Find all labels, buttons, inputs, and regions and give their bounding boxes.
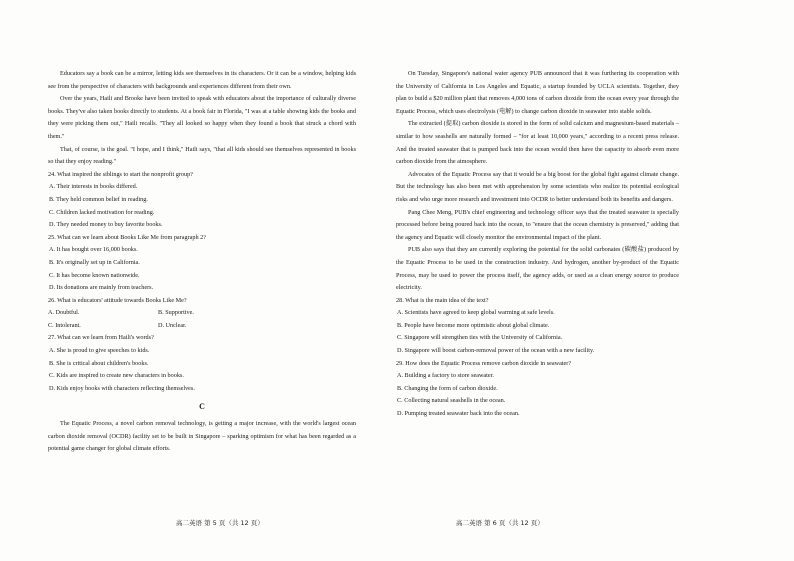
- question-stem: 24. What inspired the siblings to start the nonprofit group?: [48, 170, 193, 178]
- paragraph: PUB also says that they are currently exploring the potential for the solid carbonates (碳酸盐) produced by the Equatic Process to be used in the construction industry. And hydrogen, another by-product of the Equatic Process, may be used to power the process itself, the agency adds, or used as a clean energy source to produce electricity.: [396, 246, 679, 292]
- question-stem: 25. What can we learn about Books Like Me from paragraph 2?: [48, 233, 206, 241]
- option: B. People have become more optimistic about global climate.: [397, 321, 550, 329]
- option: A. Their interests in books differed.: [49, 183, 138, 191]
- question-stem: 26. What is educators' attitude towards Books Like Me?: [48, 296, 187, 304]
- option: B. She is critical about children's books.: [49, 359, 149, 367]
- option: C. Kids are inspired to create new characters in books.: [49, 372, 184, 380]
- question-25: [48, 232, 356, 295]
- option: A. She is proud to give speeches to kids.: [49, 347, 150, 355]
- paragraph: Pang Chee Meng, PUB's chief engineering and technology officer says that the treated seawater is specially processed before being poured back into the ocean, to "ensure that the ocean chemistry is preserved," adding that the agency and Equatic will closely monitor the environmental impact of the plant.: [396, 208, 679, 241]
- section-heading: C: [199, 402, 205, 412]
- option: D. They needed money to buy favorite books.: [49, 221, 163, 229]
- option: A. Building a factory to store seawater.: [397, 372, 494, 380]
- option: C. It has become known nationwide.: [49, 271, 140, 279]
- right-column: [396, 68, 679, 421]
- left-column: [48, 68, 356, 456]
- question-29: [396, 358, 679, 421]
- option: A. Scientists have agreed to keep global warming at safe levels.: [397, 309, 555, 317]
- option: D. Its donations are mainly from teachers.: [49, 284, 154, 292]
- option: B. Changing the form of carbon dioxide.: [397, 384, 498, 392]
- question-stem: 29. How does the Equatic Process remove carbon dioxide in seawater?: [396, 359, 572, 367]
- question-24: [48, 169, 356, 232]
- option: D. Kids enjoy books with characters reflecting themselves.: [49, 384, 195, 392]
- option: C. Intolerant.: [48, 321, 81, 329]
- option: A. It has bought over 16,000 books.: [49, 246, 138, 254]
- page-footer: 高二英语 第 6 页（共 12 页）: [456, 519, 544, 527]
- paragraph: The extracted (提取) carbon dioxide is stored in the form of solid calcium and magnesium-based materials – similar to how seashells are naturally formed – "for at least 10,000 years," according to a recent press release. And the treated seawater that is pumped back into the ocean would then have the capacity to absorb even more carbon dioxide from the atmosphere.: [396, 120, 679, 166]
- option: C. Children lacked motivation for reading.: [49, 208, 155, 216]
- paragraph: Over the years, Haili and Brooke have been invited to speak with educators about the importance of culturally diverse books. They've also taken books directly to students. At a book fair in Florida, "I was at a table showing kids the books and they were picking them out," Haili recalls. "They all looked so happy when they found a book that struck a chord with them.": [48, 95, 356, 140]
- option-row: [48, 307, 356, 320]
- option: B. It's originally set up in California.: [49, 258, 140, 266]
- question-28: [396, 295, 679, 358]
- option-row: [48, 320, 356, 333]
- option: C. Singapore will strengthen ties with the University of California.: [397, 334, 563, 342]
- question-27: [48, 332, 356, 395]
- paragraph: Educators say a book can be a mirror, letting kids see themselves in its characters. Or it can be a window, helping kids see from the perspective of characters with backgrounds and experiences different from their own.: [48, 70, 356, 90]
- page-footer: 高二英语 第 5 页（共 12 页）: [176, 519, 264, 527]
- option: B. They held common belief in reading.: [49, 195, 148, 203]
- option: D. Unclear.: [158, 321, 187, 329]
- question-26: [48, 295, 356, 333]
- question-stem: 28. What is the main idea of the text?: [396, 296, 489, 304]
- option: D. Singapore will boost carbon-removal power of the ocean with a new facility.: [397, 347, 595, 355]
- paragraph: The Equatic Process, a novel carbon removal technology, is getting a major increase, with the world's largest ocean carbon dioxide removal (OCDR) facility set to be built in Singapore – sparking optimism for what has been regarded as a potential game changer for global climate efforts.: [48, 420, 356, 453]
- paragraph: On Tuesday, Singapore's national water agency PUB announced that it was furthering its cooperation with the University of California in Los Angeles and Equatic, a startup founded by UCLA scientists. Together, they plan to build a $20 million plant that removes 4,000 tons of carbon dioxide from the ocean every year through the Equatic Process, which uses electrolysis (电解) to change carbon dioxide in seawater into stable solids.: [396, 70, 679, 115]
- option: A. Doubtful.: [48, 309, 80, 317]
- option: C. Collecting natural seashells in the ocean.: [397, 397, 506, 405]
- option: B. Supportive.: [158, 309, 194, 317]
- paragraph: That, of course, is the goal. "I hope, and I think," Haili says, "that all kids should see themselves represented in books so that they enjoy reading.": [48, 145, 356, 166]
- question-stem: 27. What can we learn from Haili's words?: [48, 334, 154, 342]
- paragraph: Advocates of the Equatic Process say that it would be a big boost for the global fight against climate change. But the technology has also been met with apprehension by some scientists who realize its potential ecological risks and who urge more research and investment into OCDR to better understand both its benefits and dangers.: [396, 170, 679, 203]
- option: D. Pumping treated seawater back into the ocean.: [397, 410, 520, 418]
